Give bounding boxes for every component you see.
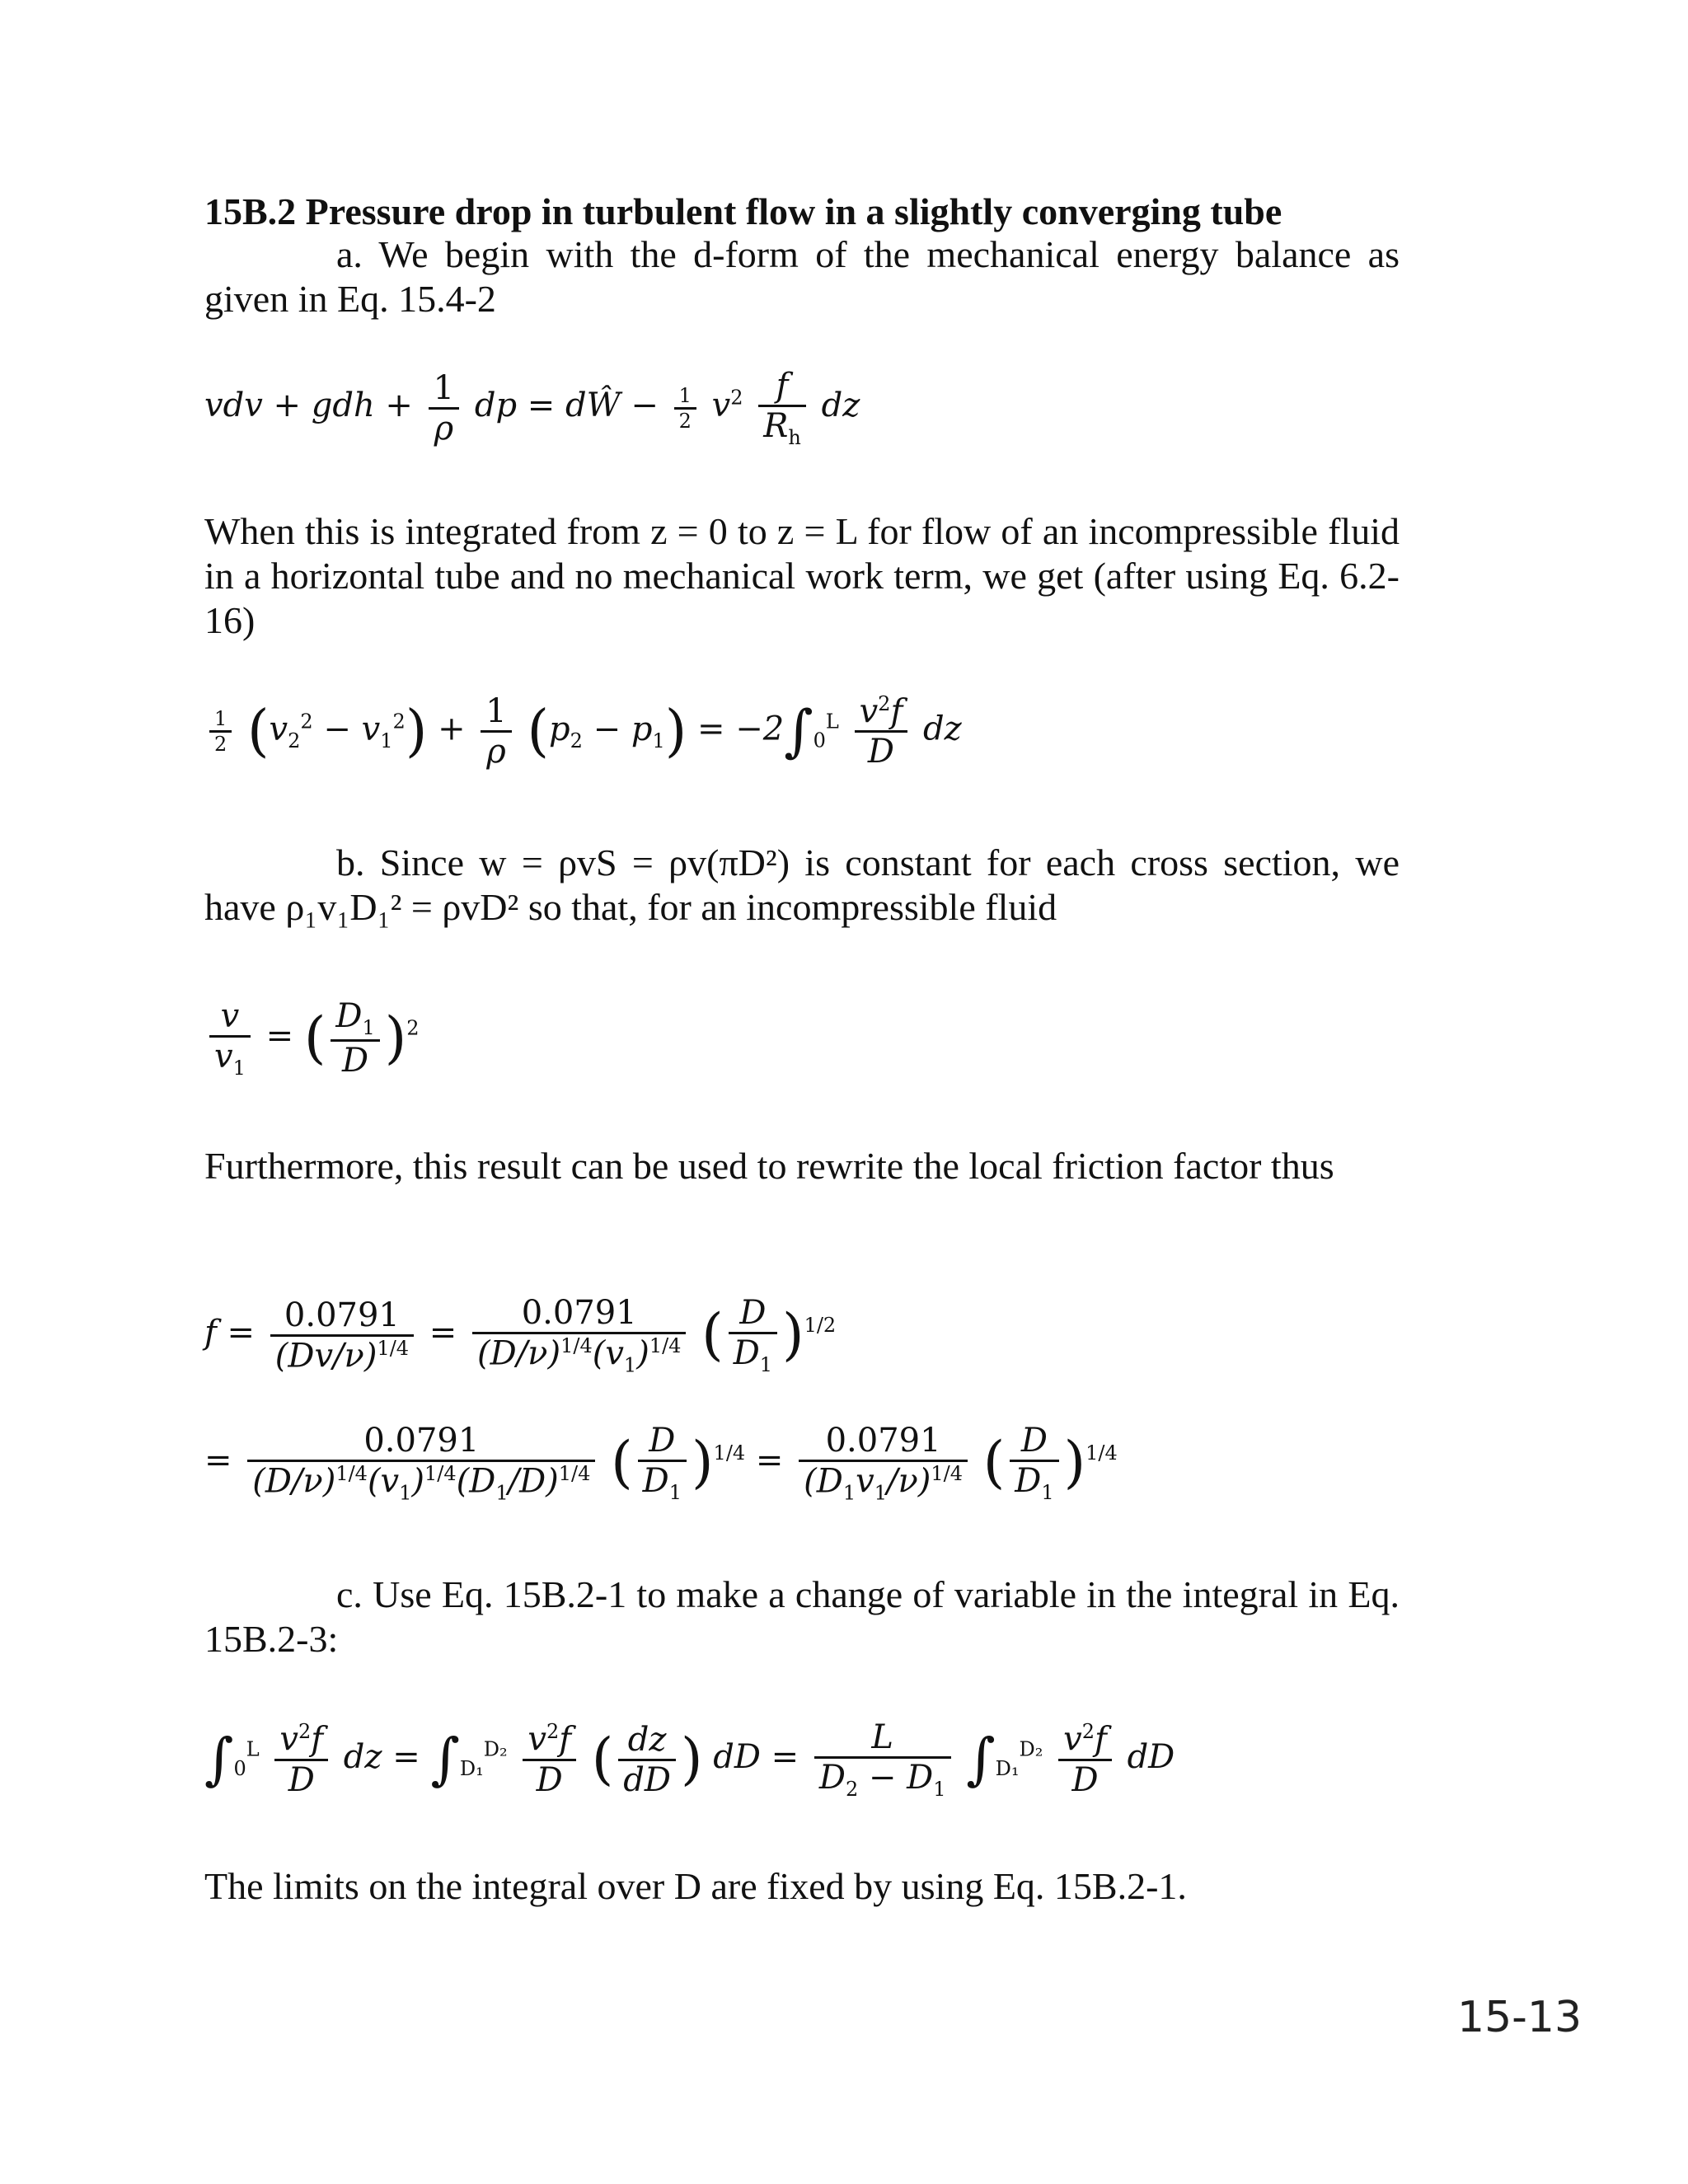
part-c-intro: c. Use Eq. 15B.2-1 to make a change of variable in the integral in Eq. 15B.2-3: <box>204 1573 1400 1660</box>
equation-integrated-balance: $\frac{1}{2}$ $(v_2^2 - v_1^2)$ + $\frac{1}{\rho}$ $(p_2 - p_1) = -2\int_0^L$ $\frac{v^2f}{D}$ dz <box>204 692 962 771</box>
part-c-text: The limits on the integral over D are fixed by using Eq. 15B.2-1. <box>204 1865 1187 1907</box>
equation-friction-factor-line2: = $\frac{0.0791}{(D/\nu)^{1/4}(v_1)^{1/4}(D_1/D)^{1/4}}$ ( $\frac{D}{D_1}$ )$^{1/4}$ = $\frac{0.0791}{(D_1v_1/\nu)^{1/4}}$ ( $\frac{D}{D_1}$ )$^{1/4}$ <box>204 1422 1118 1505</box>
equation-velocity-ratio: $\frac{v}{v_1}$ = ( $\frac{D_1}{D}$ )$^2$ <box>204 997 420 1080</box>
section-title: 15B.2 Pressure drop in turbulent flow in a slightly converging tube <box>204 190 1282 232</box>
equation-friction-factor-line1: f = $\frac{0.0791}{(Dv/\nu)^{1/4}}$ = $\frac{0.0791}{(D/\nu)^{1/4}(v_1)^{1/4}}$ ( $\frac{D}{D_1}$ )$^{1/2}$ <box>204 1294 837 1377</box>
part-a-text: When this is integrated from z = 0 to z = L for flow of an incompressible fluid in a horizontal tube and no mechanical work term, we get (after using Eq. 6.2-16) <box>204 510 1400 641</box>
part-b-intro: b. Since w = ρvS = ρv(πD²) is constant for each cross section, we have ρ₁v₁D₁² = ρvD² so that, for an incompressible fluid <box>204 841 1400 928</box>
part-a-intro: a. We begin with the d-form of the mechanical energy balance as given in Eq. 15.4-2 <box>204 233 1400 320</box>
equation-mechanical-energy-balance: vdv + gdh + $\frac{1}{\rho}$ dp = dŴ − $\frac{1}{2}$ $v^2$ $\frac{f}{R_h}$ dz <box>204 367 860 449</box>
page-number: 15-13 <box>1457 1993 1582 2042</box>
part-b-text: Furthermore, this result can be used to rewrite the local friction factor thus <box>204 1145 1334 1187</box>
equation-change-of-variable: $\int_0^L$ $\frac{v^2f}{D}$ dz = $\int_{D_1}^{D_2}$ $\frac{v^2f}{D}$ ( $\frac{dz}{dD}$ ) dD = $\frac{L}{D_2 - D_1}$ $\int_{D_1}^{D_2}$ $\frac{v^2f}{D}$ dD <box>204 1718 1175 1801</box>
